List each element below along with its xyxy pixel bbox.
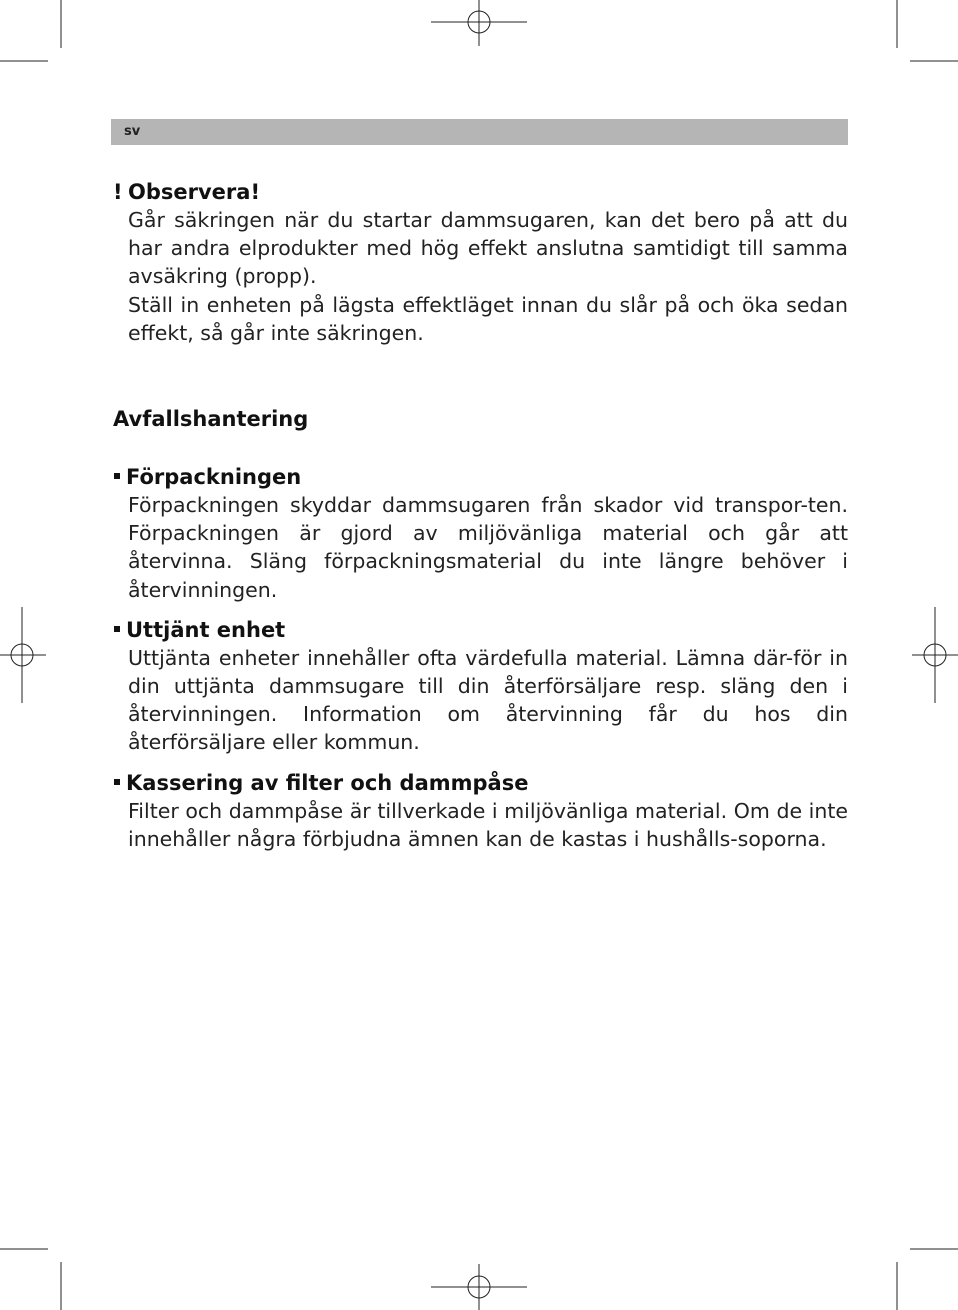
note-paragraph: Går säkringen när du startar dammsugaren, kan det bero på att du har andra elprodukter med hög effekt anslutna samtidigt till samma avsäkring (propp). [128,208,848,289]
item-heading [113,616,848,644]
item-heading-text: Förpackningen [126,465,302,490]
note-paragraph: Ställ in enheten på lägsta effektläget innan du slår på och öka sedan effekt, så går inte säkringen. [128,292,848,345]
note-heading-text: Observera! [128,180,261,204]
note-body [128,206,848,347]
warning-marker-icon: ! [113,180,123,204]
item-heading [113,769,848,797]
bullet-square-icon [114,473,120,479]
item-heading [113,463,848,491]
page-content [113,178,848,853]
item-body: Förpackningen skyddar dammsugaren från skador vid transpor-ten. Förpackningen är gjord av miljövänliga material och går att återvinna. Släng förpackningsmaterial du inte längre behöver i återvinningen. [128,493,848,602]
registration-mark-left [0,607,46,703]
note-block [113,178,848,347]
registration-mark-bottom [431,1264,527,1310]
registration-mark-right [912,607,958,703]
disposal-item-packaging [113,463,848,604]
item-heading-text: Kassering av filter och dammpåse [126,770,529,795]
item-body: Uttjänta enheter innehåller ofta värdefulla material. Lämna där-för in din uttjänta dammsugare till din återförsäljare resp. släng den i återvinningen. Information om återvinning får du hos din återförsäljare eller kommun. [128,645,848,755]
registration-mark-top [431,0,527,46]
bullet-square-icon [114,626,120,632]
disposal-item-filter-bag [113,769,848,853]
language-header-bar [111,119,848,145]
disposal-item-old-appliance [113,616,848,757]
section-title: Avfallshantering [113,407,309,432]
language-code: sv [124,124,141,139]
bullet-square-icon [114,779,120,785]
item-heading-text: Uttjänt enhet [126,617,286,642]
note-heading [113,178,848,206]
item-body: Filter och dammpåse är tillverkade i miljövänliga material. Om de inte innehåller några förbjudna ämnen kan de kastas i hushålls-soporna. [128,798,848,851]
